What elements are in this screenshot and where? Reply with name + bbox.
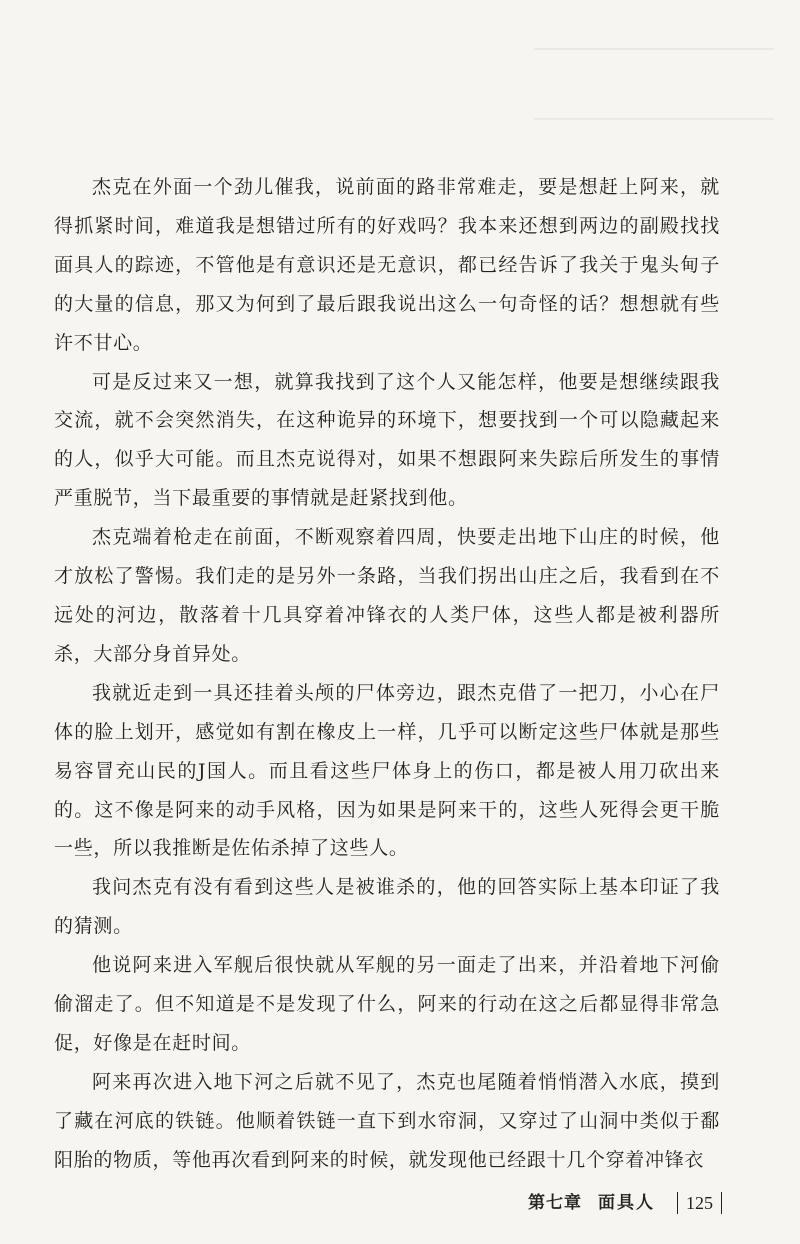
paragraph: 可是反过来又一想，就算我找到了这个人又能怎样，他要是想继续跟我交流，就不会突然消失，在这种诡异的环境下，想要找到一个可以隐藏起来的人，似乎大可能。而且杰克说得对，如果不想跟阿来失踪后所发生的事情严重脱节，当下最重要的事情就是赶紧找到他。 [54, 370, 720, 510]
chapter-title: 面具人 [598, 1193, 655, 1213]
paragraph: 杰克端着枪走在前面，不断观察着四周，快要走出地下山庄的时候，他才放松了警惕。我们走的是另外一条路，当我们拐出山庄之后，我看到在不远处的河边，散落着十几具穿着冲锋衣的人类尸体，这些人都是被利器所杀，大部分身首异处。 [54, 526, 720, 665]
chapter-label: 第七章 [528, 1193, 582, 1213]
paragraph: 我问杰克有没有看到这些人是被谁杀的，他的回答实际上基本印证了我的猜测。 [54, 876, 720, 938]
body-text [54, 168, 720, 1180]
paragraph: 阿来再次进入地下河之后就不见了，杰克也尾随着悄悄潜入水底，摸到了藏在河底的铁链。他顺着铁链一直下到水帘洞，又穿过了山洞中类似于鄱阳胎的物质，等他再次看到阿来的时候，就发现他已经跟十几个穿着冲锋衣 [54, 1070, 720, 1171]
bleed-through-header [534, 48, 774, 120]
page-number: 125 [677, 1192, 722, 1214]
paragraph: 杰克在外面一个劲儿催我，说前面的路非常难走，要是想赶上阿来，就得抓紧时间，难道我是想错过所有的好戏吗？我本来还想到两边的副殿找找面具人的踪迹，不管他是有意识还是无意识，都已经告诉了我关于鬼头甸子的大量的信息，那又为何到了最后跟我说出这么一句奇怪的话？想想就有些许不甘心。 [54, 176, 720, 354]
page-footer [528, 1192, 722, 1214]
paragraph: 我就近走到一具还挂着头颅的尸体旁边，跟杰克借了一把刀，小心在尸体的脸上划开，感觉如有割在橡皮上一样，几乎可以断定这些尸体就是那些易容冒充山民的J国人。而且看这些尸体身上的伤口，都是被人用刀砍出来的。这不像是阿来的动手风格，因为如果是阿来干的，这些人死得会更干脆一些，所以我推断是佐佑杀掉了这些人。 [54, 681, 720, 860]
paragraph: 他说阿来进入军舰后很快就从军舰的另一面走了出来，并沿着地下河偷偷溜走了。但不知道是不是发现了什么，阿来的行动在这之后都显得非常急促，好像是在赶时间。 [54, 954, 720, 1054]
